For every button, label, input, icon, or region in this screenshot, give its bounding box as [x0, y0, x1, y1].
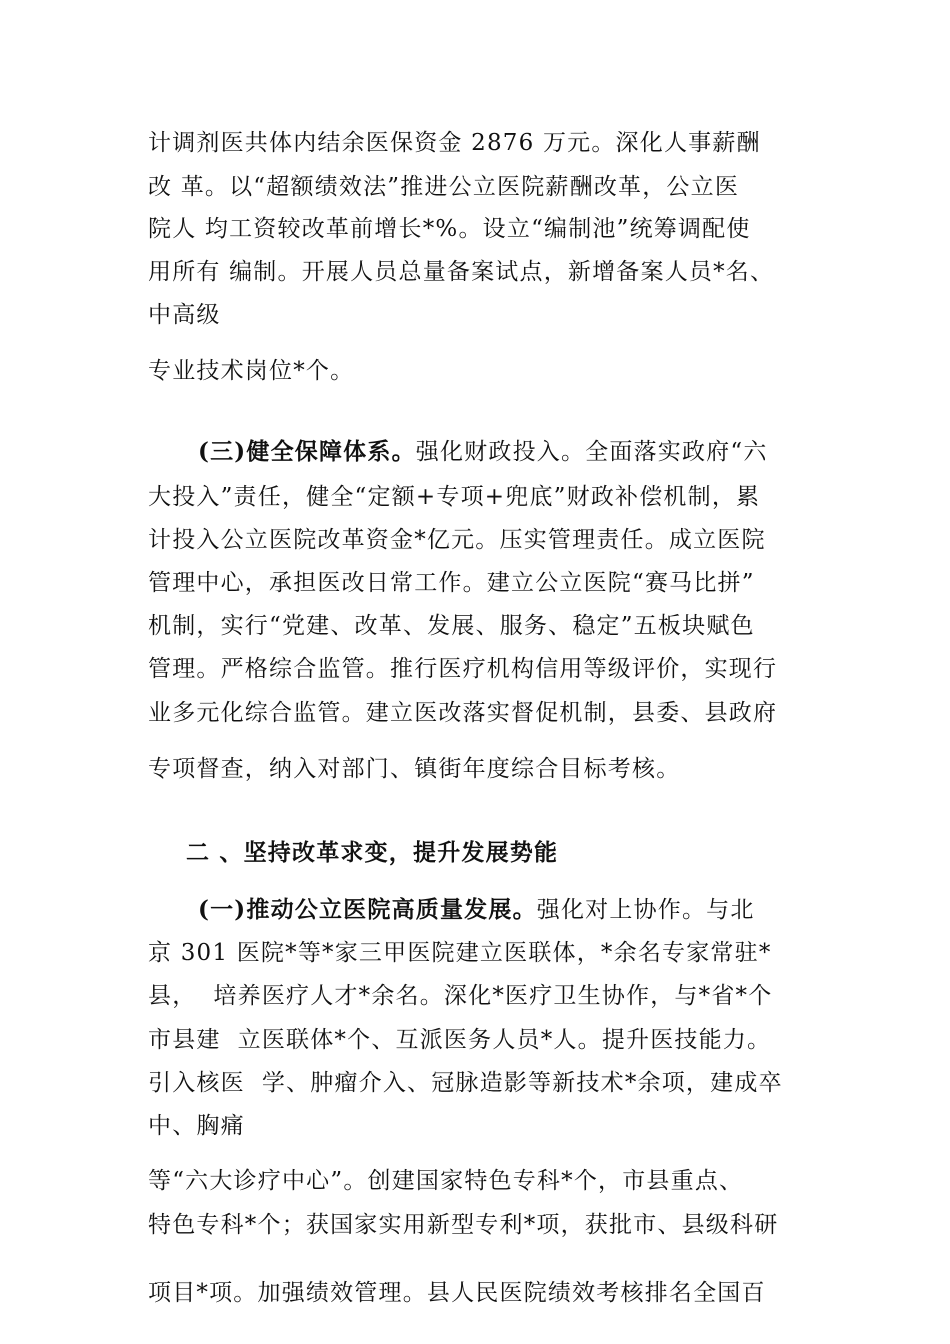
subheading-3: (三)健全保障体系。 — [198, 438, 416, 465]
paragraph-line: 计调剂医共体内结余医保资金 2876 万元。深化人事薪酬 — [148, 130, 761, 156]
section-3-line — [198, 437, 768, 467]
paragraph-line: 用所有 编制。开展人员总量备案试点，新增备案人员*名、 — [148, 259, 775, 285]
paragraph-line: 引入核医 学、肿瘤介入、冠脉造影等新技术*余项，建成卒 — [148, 1070, 783, 1096]
paragraph-line: 改 革。以“超额绩效法”推进公立医院薪酬改革，公立医 — [148, 174, 740, 200]
paragraph-line: 专项督查，纳入对部门、镇街年度综合目标考核。 — [148, 756, 681, 782]
paragraph-line: 项目*项。加强绩效管理。县人民医院绩效考核排名全国百 — [148, 1280, 766, 1306]
paragraph-text: 强化对上协作。与北 — [536, 897, 755, 923]
paragraph-line: 计投入公立医院改革资金*亿元。压实管理责任。成立医院 — [148, 527, 766, 553]
paragraph-line: 县， 培养医疗人才*余名。深化*医疗卫生协作，与*省*个 — [148, 983, 773, 1009]
paragraph-line: 专业技术岗位*个。 — [148, 358, 355, 384]
paragraph-text: 强化财政投入。全面落实政府“六 — [415, 439, 768, 465]
paragraph-line: 大投入”责任，健全“定额+专项+兜底”财政补偿机制，累 — [148, 484, 761, 510]
paragraph-line: 院人 均工资较改革前增长*%。设立“编制池”统筹调配使 — [148, 216, 751, 242]
paragraph-line: 管理中心，承担医改日常工作。建立公立医院“赛马比拼” — [148, 570, 755, 596]
paragraph-line: 京 301 医院*等*家三甲医院建立医联体，*余名专家常驻* — [148, 940, 772, 966]
paragraph-line: 中、胸痛 — [148, 1113, 245, 1139]
paragraph-line: 中高级 — [148, 302, 221, 328]
paragraph-line: 市县建 立医联体*个、互派医务人员*人。提升医技能力。 — [148, 1027, 772, 1053]
paragraph-line: 等“六大诊疗中心”。创建国家特色专科*个，市县重点、 — [148, 1168, 744, 1194]
paragraph-line: 业多元化综合监管。建立医改落实督促机制，县委、县政府 — [148, 700, 778, 726]
subheading-1: (一)推动公立医院高质量发展。 — [198, 896, 537, 923]
section-1-line — [198, 895, 755, 925]
paragraph-line: 特色专科*个；获国家实用新型专利*项，获批市、县级科研 — [148, 1212, 779, 1238]
section-heading: 二 、坚持改革求变，提升发展势能 — [186, 839, 559, 866]
paragraph-line: 机制，实行“党建、改革、发展、服务、稳定”五板块赋色 — [148, 613, 755, 639]
paragraph-line: 管理。严格综合监管。推行医疗机构信用等级评价，实现行 — [148, 656, 778, 682]
